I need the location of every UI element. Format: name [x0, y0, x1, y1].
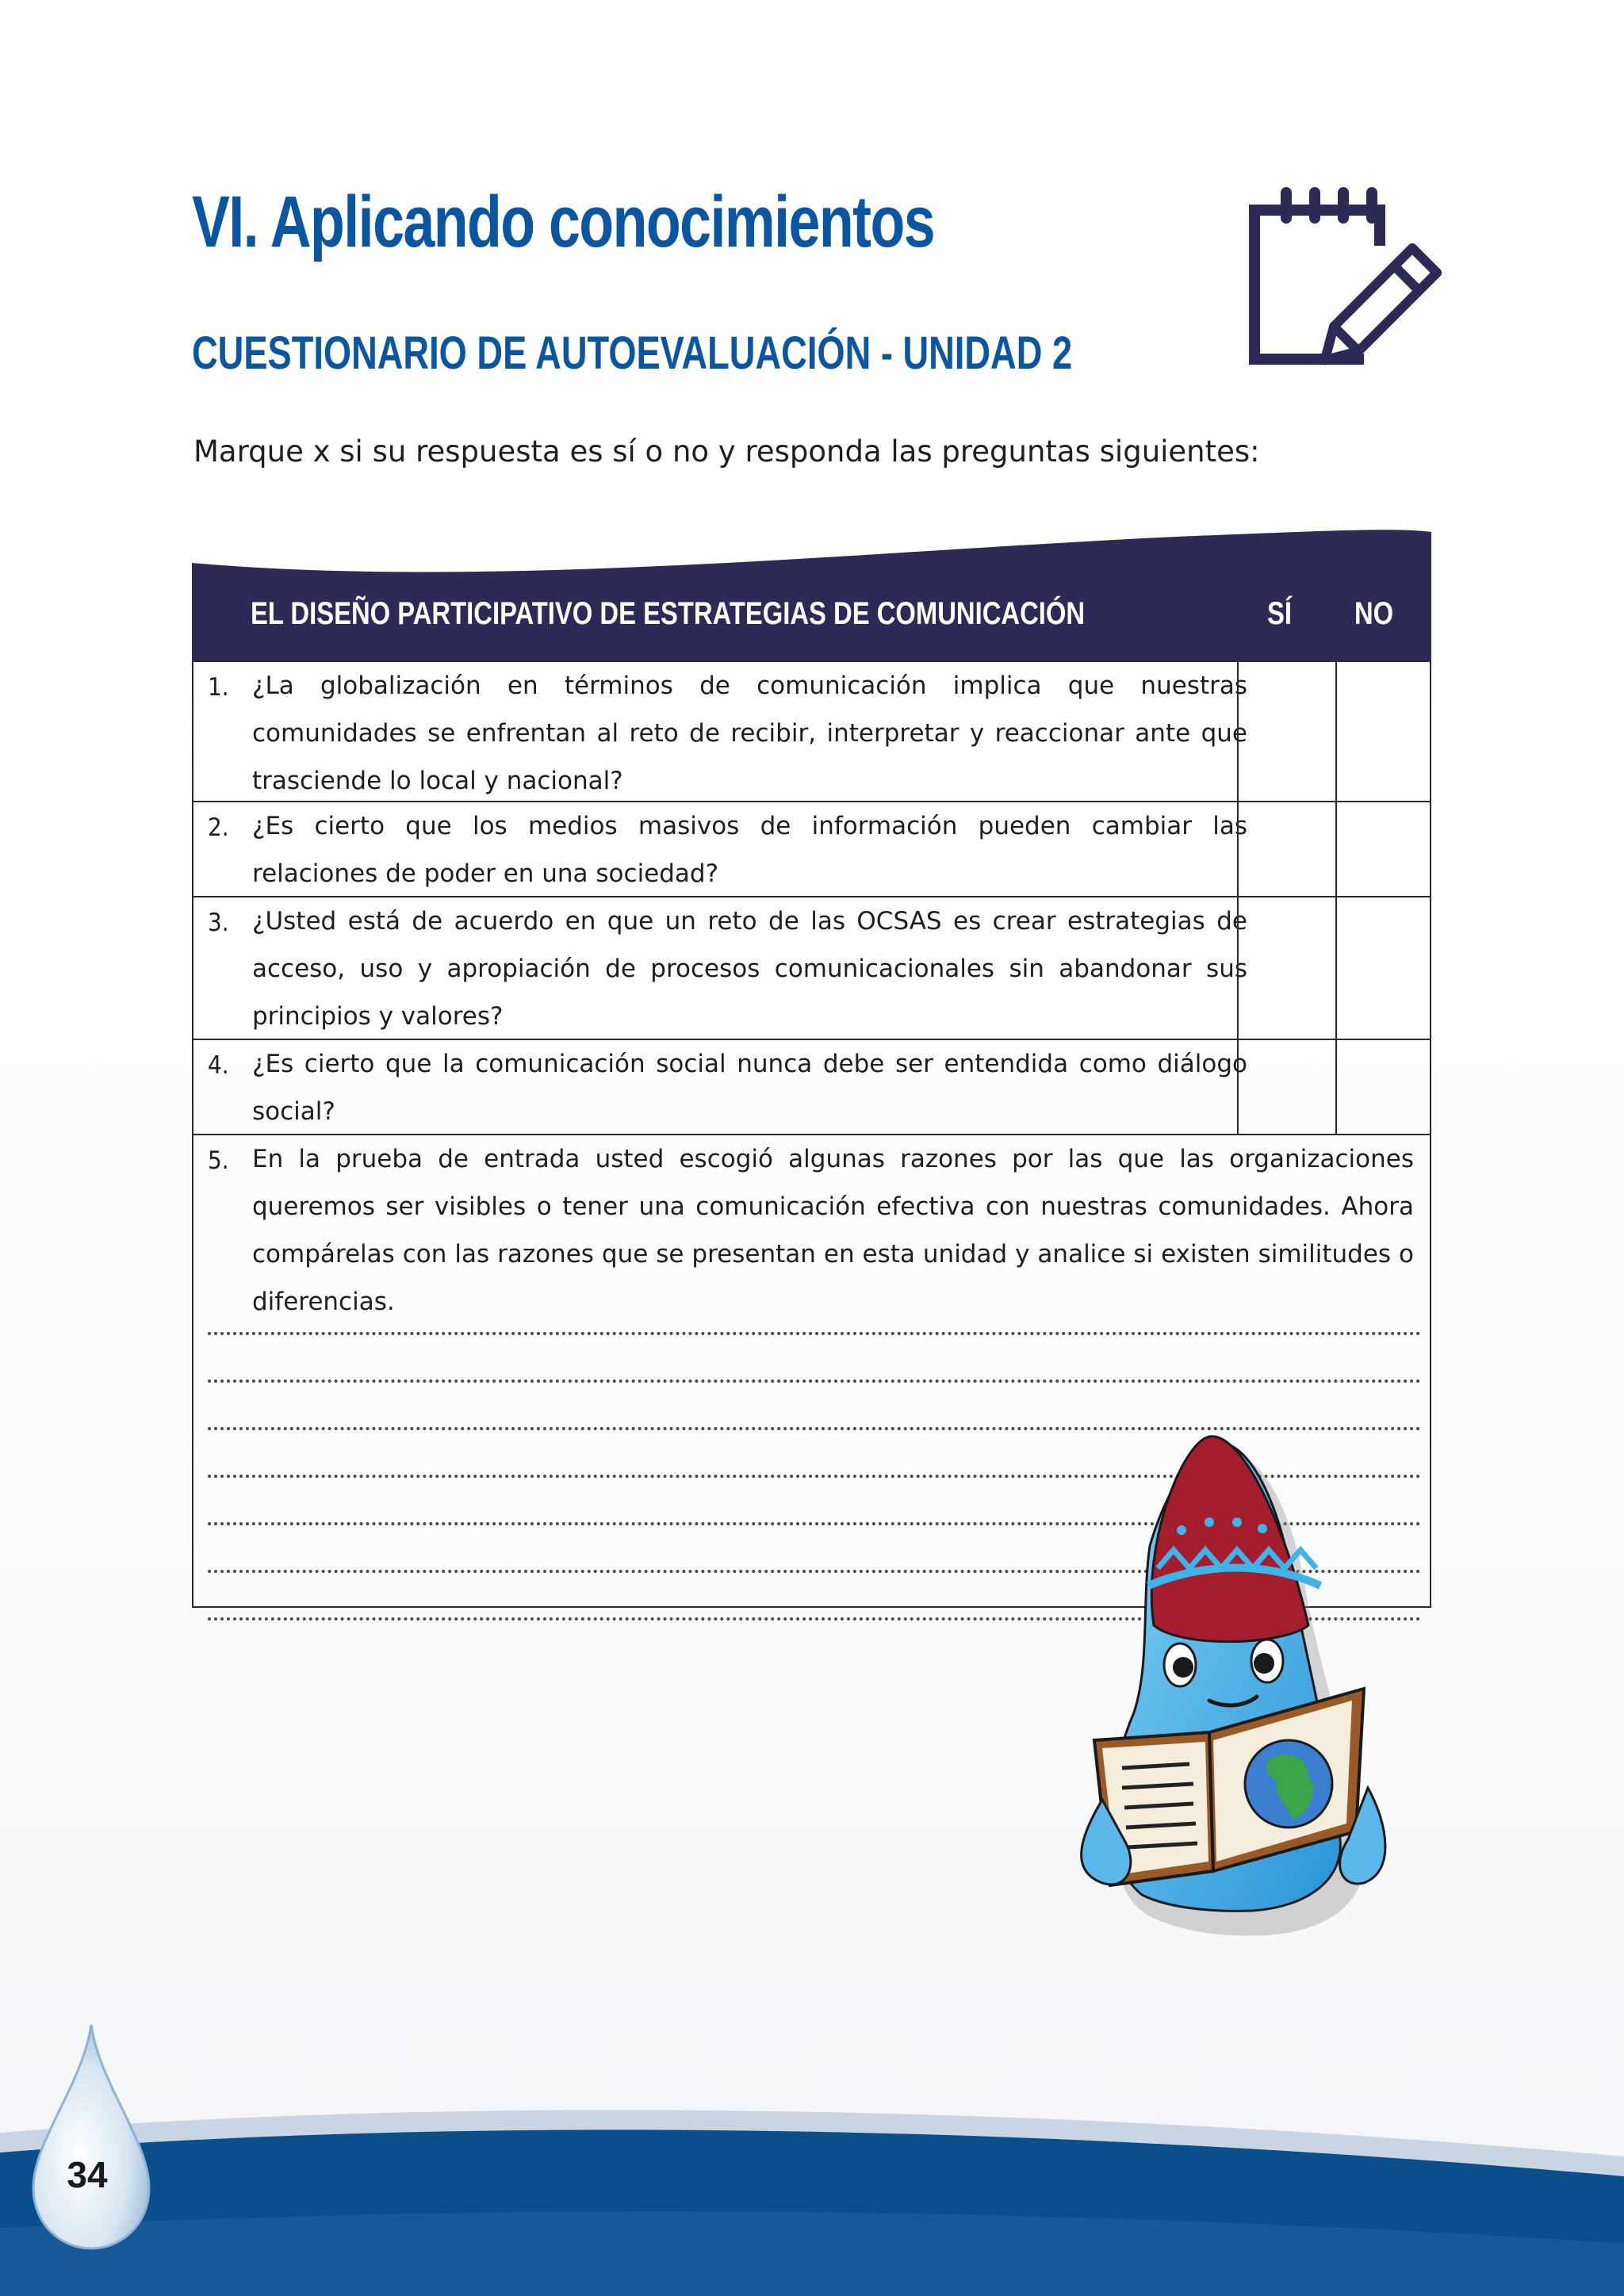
answer-si-checkbox[interactable] — [1237, 897, 1335, 1039]
page-number: 34 — [67, 2154, 108, 2195]
notepad-pencil-icon — [1245, 186, 1443, 377]
question-text: ¿Es cierto que los medios masivos de información pueden cambiar las relaciones de poder en una sociedad? — [252, 812, 1247, 888]
answer-no-checkbox[interactable] — [1335, 662, 1431, 801]
question-number: 4. — [208, 1051, 229, 1080]
column-header-si: SÍ — [1267, 596, 1292, 631]
question-row-1 — [192, 660, 1431, 802]
question-text: ¿Es cierto que la comunicación social nunca debe ser entendida como diálogo social? — [252, 1050, 1247, 1126]
question-number: 3. — [208, 909, 229, 937]
answer-si-checkbox[interactable] — [1237, 802, 1335, 896]
question-number: 1. — [208, 673, 229, 702]
answer-line[interactable] — [208, 1335, 1421, 1383]
table-heading: EL DISEÑO PARTICIPATIVO DE ESTRATEGIAS DE COMUNICACIÓN — [251, 596, 1086, 631]
table-header-band — [192, 527, 1431, 660]
instruction-text: Marque x si su respuesta es sí o no y responda las preguntas siguientes: — [193, 434, 1260, 469]
question-row-4 — [192, 1040, 1431, 1135]
answer-line[interactable] — [208, 1288, 1421, 1335]
page-title: VI. Aplicando conocimientos — [192, 182, 935, 262]
question-row-3 — [192, 897, 1431, 1040]
question-number: 2. — [208, 813, 229, 842]
answer-no-checkbox[interactable] — [1335, 802, 1431, 896]
answer-no-checkbox[interactable] — [1335, 1040, 1431, 1134]
answer-line[interactable] — [208, 1383, 1421, 1430]
question-text: ¿Usted está de acuerdo en que un reto de las OCSAS es crear estrategias de acceso, uso y apropiación de procesos comunicacionales sin abandonar sus principios y valores? — [252, 907, 1247, 1031]
answer-si-checkbox[interactable] — [1237, 1040, 1335, 1134]
page-subtitle: CUESTIONARIO DE AUTOEVALUACIÓN - UNIDAD 2 — [192, 327, 1073, 379]
answer-si-checkbox[interactable] — [1237, 662, 1335, 801]
column-header-no: NO — [1354, 596, 1394, 631]
question-text: ¿La globalización en términos de comunicación implica que nuestras comunidades se enfrentan al reto de recibir, interpretar y reaccionar ante que trasciende lo local y nacional? — [252, 672, 1247, 795]
footer-wave — [0, 2085, 1624, 2296]
question-row-2 — [192, 802, 1431, 897]
water-drop-mascot-reading-book — [1047, 1427, 1427, 1958]
question-text: En la prueba de entrada usted escogió algunas razones por las que las organizaciones queremos ser visibles o tener una comunicación efectiva con nuestras comunidades. Ahora compárelas con las razones que se presentan en esta unidad y analice si existen similitudes o diferencias. — [252, 1145, 1414, 1316]
water-drop-icon — [27, 2022, 155, 2252]
answer-no-checkbox[interactable] — [1335, 897, 1431, 1039]
question-number: 5. — [208, 1146, 229, 1175]
